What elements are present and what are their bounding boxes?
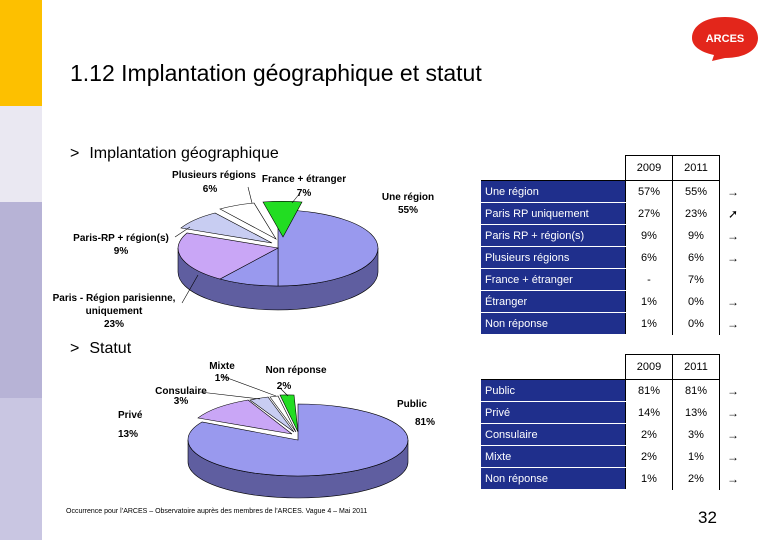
- label-france: France + étranger: [261, 174, 347, 185]
- table-row: [481, 468, 746, 490]
- trend-arrow-icon: →: [727, 427, 739, 442]
- cell-2011: 2%: [673, 468, 720, 490]
- label-une-region-pct: 55%: [397, 205, 419, 216]
- table-row: [481, 225, 746, 247]
- cell-2009: 57%: [626, 181, 673, 203]
- header-blank: [481, 156, 626, 181]
- header-trend: [720, 355, 747, 380]
- table-row: [481, 424, 746, 446]
- label-france-pct: 7%: [296, 188, 312, 199]
- label-paris-rp-1: Paris - Région parisienne,: [52, 293, 176, 304]
- trend-arrow-icon: →: [727, 228, 739, 243]
- row-label: France + étranger: [481, 269, 626, 291]
- cell-2011: 13%: [673, 402, 720, 424]
- geo-pie-marks: [178, 201, 378, 310]
- label-une-region: Une région: [381, 192, 435, 203]
- table-header-row: [481, 156, 746, 181]
- row-label: Paris RP uniquement: [481, 203, 626, 225]
- statut-pie-chart: [40, 358, 480, 508]
- cell-2011: 6%: [673, 247, 720, 269]
- label-non-reponse: Non réponse: [265, 365, 327, 376]
- label-paris-rp-pct: 23%: [103, 319, 125, 330]
- table-row: [481, 380, 746, 402]
- table-row: [481, 313, 746, 335]
- cell-2011: 0%: [673, 313, 720, 335]
- cell-2011: 7%: [673, 269, 720, 291]
- cell-2011: 1%: [673, 446, 720, 468]
- cell-2009: 6%: [626, 247, 673, 269]
- trend-empty: [720, 269, 747, 291]
- cell-2009: 2%: [626, 424, 673, 446]
- cell-2009: 9%: [626, 225, 673, 247]
- row-label: Paris RP + région(s): [481, 225, 626, 247]
- label-public: Public: [396, 399, 428, 410]
- trend-arrow-icon: →: [727, 250, 739, 265]
- leader-plusieurs: [248, 187, 252, 203]
- row-label: Plusieurs régions: [481, 247, 626, 269]
- label-consulaire: Consulaire: [155, 386, 207, 397]
- label-non-reponse-pct: 2%: [276, 381, 292, 392]
- cell-2011: 55%: [673, 181, 720, 203]
- section-geo-label: Implantation géographique: [89, 145, 279, 162]
- arces-logo: [690, 14, 760, 62]
- row-label: Consulaire: [481, 424, 626, 446]
- band-accent-yellow: [0, 0, 42, 106]
- cell-2009: 81%: [626, 380, 673, 402]
- bullet-icon: >: [70, 145, 80, 162]
- label-paris-plus: Paris-RP + région(s): [73, 233, 169, 244]
- row-label: Public: [481, 380, 626, 402]
- header-2009: 2009: [626, 355, 673, 380]
- header-2011: 2011: [673, 355, 720, 380]
- cell-2011: 0%: [673, 291, 720, 313]
- cell-2009: 2%: [626, 446, 673, 468]
- table-row: [481, 203, 746, 225]
- table-header-row: [481, 355, 746, 380]
- trend-arrow-icon: →: [727, 405, 739, 420]
- label-prive: Privé: [118, 410, 143, 421]
- row-label: Mixte: [481, 446, 626, 468]
- table-row: [481, 247, 746, 269]
- cell-2009: 27%: [626, 203, 673, 225]
- header-2011: 2011: [673, 156, 720, 181]
- section-statut-label: Statut: [89, 340, 132, 357]
- trend-arrow-icon: →: [727, 294, 739, 309]
- band-low: [0, 398, 42, 540]
- label-paris-plus-pct: 9%: [113, 246, 129, 257]
- statut-pie-marks: [188, 395, 408, 498]
- header-blank: [481, 355, 626, 380]
- row-label: Non réponse: [481, 313, 626, 335]
- leader-mixte: [222, 376, 276, 396]
- trend-up-arrow-icon: ➚: [727, 206, 739, 221]
- footnote: Occurrence pour l’ARCES – Observatoire auprès des membres de l’ARCES. Vague 4 – Mai 2011: [66, 508, 368, 515]
- cell-2011: 23%: [673, 203, 720, 225]
- trend-arrow-icon: →: [727, 184, 739, 199]
- table-row: [481, 291, 746, 313]
- label-consulaire-pct: 3%: [173, 396, 189, 407]
- label-paris-rp-2: uniquement: [85, 306, 143, 317]
- statut-table: [481, 354, 746, 490]
- page-number: 32: [698, 508, 717, 527]
- trend-arrow-icon: →: [727, 449, 739, 464]
- cell-2009: 1%: [626, 291, 673, 313]
- label-mixte-pct: 1%: [214, 373, 230, 384]
- band-light: [0, 106, 42, 202]
- page-title: 1.12 Implantation géographique et statut: [70, 60, 482, 86]
- geo-pie-chart: [40, 165, 480, 340]
- geo-table: [481, 155, 746, 335]
- bullet-icon: >: [70, 340, 80, 357]
- table-row: [481, 269, 746, 291]
- label-mixte: Mixte: [209, 361, 235, 372]
- header-trend: [720, 156, 747, 181]
- cell-2009: 1%: [626, 468, 673, 490]
- cell-2009: -: [626, 269, 673, 291]
- cell-2009: 14%: [626, 402, 673, 424]
- header-2009: 2009: [626, 156, 673, 181]
- table-row: [481, 181, 746, 203]
- section-geo: [70, 145, 279, 163]
- row-label: Non réponse: [481, 468, 626, 490]
- label-prive-pct: 13%: [118, 429, 139, 440]
- row-label: Étranger: [481, 291, 626, 313]
- table-row: [481, 402, 746, 424]
- trend-arrow-icon: →: [727, 383, 739, 398]
- cell-2009: 1%: [626, 313, 673, 335]
- band-mid: [0, 202, 42, 398]
- label-plusieurs: Plusieurs régions: [172, 170, 256, 181]
- logo-text: ARCES: [705, 33, 745, 45]
- row-label: Privé: [481, 402, 626, 424]
- cell-2011: 81%: [673, 380, 720, 402]
- table-row: [481, 446, 746, 468]
- cell-2011: 9%: [673, 225, 720, 247]
- leader-consulaire: [200, 392, 260, 399]
- cell-2011: 3%: [673, 424, 720, 446]
- section-statut: [70, 340, 131, 358]
- row-label: Une région: [481, 181, 626, 203]
- label-public-pct: 81%: [414, 417, 436, 428]
- trend-arrow-icon: →: [727, 316, 739, 331]
- trend-arrow-icon: →: [727, 471, 739, 486]
- label-plusieurs-pct: 6%: [202, 184, 218, 195]
